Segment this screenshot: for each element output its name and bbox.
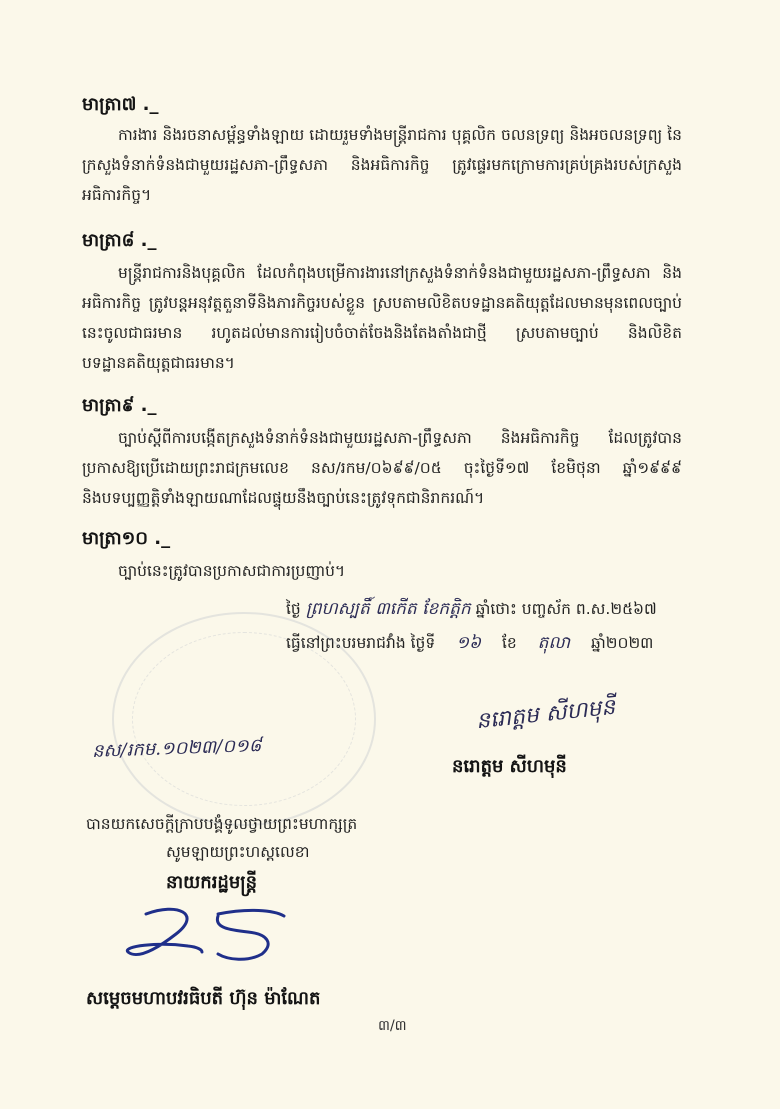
- article-8-heading: មាត្រា៨ ._: [82, 230, 157, 251]
- article-8-text: មន្ត្រីរាជការនិងបុគ្គលិក ដែលកំពុងបម្រើការងារនៅក្រសួងទំនាក់ទំនងជាមួយរដ្ឋសភា-ព្រឹទ្ធសភា និងអធិការកិច្ច ត្រូវបន្តអនុវត្តតួនាទីនិងភារកិច្ចរបស់ខ្លួន ស្របតាមលិខិតបទដ្ឋានគតិយុត្តដែលមានមុនពេលច្បាប់នេះចូលជាធរមាន រហូតដល់មានការរៀបចំចាត់ចែងនិងតែងតាំងជាថ្មី ស្របតាមច្បាប់ និងលិខិតបទដ្ឋានគតិយុត្តជាធរមាន។: [82, 264, 682, 372]
- date-line-1-suffix: ឆ្នាំថោះ បញ្ចស័ក ព.ស.២៥៦៧: [475, 600, 657, 618]
- date-month-handwritten: តុលា: [537, 633, 571, 653]
- page-number: ៣/៣: [378, 1018, 407, 1034]
- king-signature: នរោត្តម សីហមុនី: [474, 694, 617, 735]
- article-10-text: ច្បាប់នេះត្រូវបានប្រកាសជាការប្រញាប់។: [118, 562, 346, 580]
- date-line-1: [286, 598, 657, 623]
- king-name: នរោត្តម សីហមុនី: [452, 756, 567, 777]
- article-9-heading: មាត្រា៩ ._: [82, 395, 157, 416]
- date-month-label: ខែ: [501, 634, 517, 652]
- pm-request-line: សូមឡាយព្រះហស្តលេខា: [166, 843, 310, 861]
- pm-signature: [118, 900, 298, 968]
- article-9-text: ច្បាប់ស្តីពីការបង្កើតក្រសួងទំនាក់ទំនងជាមួយរដ្ឋសភា-ព្រឹទ្ធសភា និងអធិការកិច្ច ដែលត្រូវបានប្រកាសឱ្យប្រើដោយព្រះរាជក្រមលេខ នស/រកម/០៦៩៩/០៥ ចុះថ្ងៃទី១៧ ខែមិថុនា ឆ្នាំ១៩៩៩ និងបទប្បញ្ញត្តិទាំងឡាយណាដែលផ្ទុយនឹងច្បាប់នេះត្រូវទុកជានិរាករណ៍។: [82, 429, 682, 507]
- pm-submission-line: បានយកសេចក្តីក្រាបបង្គំទូលថ្វាយព្រះមហាក្សត្រ: [86, 815, 358, 833]
- pm-name: សម្តេចមហាបវរធិបតី ហ៊ុន ម៉ាណែត: [86, 988, 321, 1009]
- date-line-2-prefix: ធ្វើនៅព្រះបរមរាជវាំង ថ្ងៃទី: [286, 634, 436, 652]
- date-year: ឆ្នាំ២០២៣: [590, 634, 654, 652]
- date-day-handwritten: ១៦: [456, 633, 482, 653]
- date-line-1-prefix: ថ្ងៃ: [286, 600, 301, 618]
- pm-title: នាយករដ្ឋមន្ត្រី: [166, 872, 258, 893]
- article-7-text: ការងារ និងរចនាសម្ព័ន្ធទាំងឡាយ ដោយរួមទាំងមន្ត្រីរាជការ បុគ្គលិក ចលនទ្រព្យ និងអចលនទ្រព្យ នៃក្រសួងទំនាក់ទំនងជាមួយរដ្ឋសភា-ព្រឹទ្ធសភា និងអធិការកិច្ច ត្រូវផ្ទេរមកក្រោមការគ្រប់គ្រងរបស់ក្រសួងអធិការកិច្ច។: [82, 126, 682, 204]
- article-7-heading: មាត្រា៧ ._: [82, 94, 159, 115]
- royal-seal-watermark: [112, 612, 376, 826]
- article-10-heading: មាត្រា១០ ._: [82, 528, 171, 549]
- date-line-1-handwritten: ព្រហស្បតិ៍ ៣កើត ខែកត្តិក: [305, 599, 471, 619]
- reference-number: នស/រកម.១០២៣/០១៨: [91, 735, 262, 762]
